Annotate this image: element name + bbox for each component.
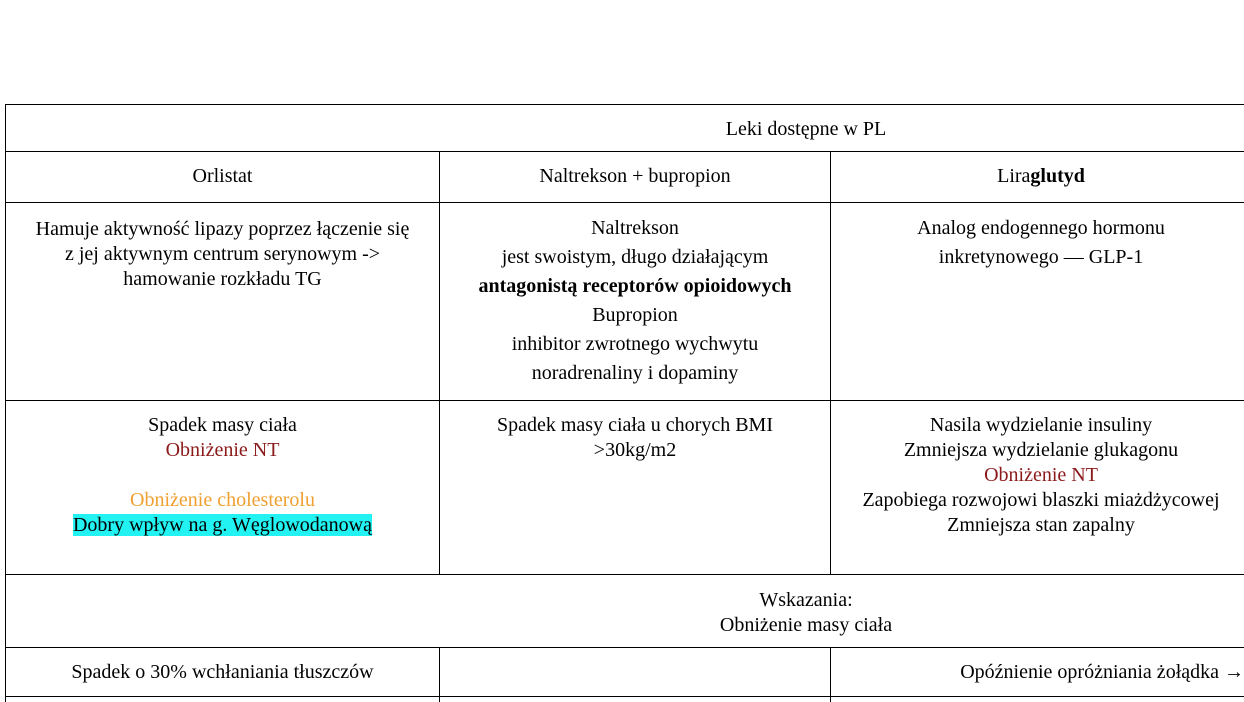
- column-header-orlistat: Orlistat: [192, 165, 253, 187]
- last-row-orlistat: Spadek o 30% wchłaniania tłuszczów: [71, 661, 374, 683]
- header-title: Leki dostępne w PL: [725, 118, 887, 140]
- table-line: [5, 647, 1244, 648]
- last-row-liraglutyd: Opóźnienie opróżniania żołądka →: [960, 661, 1244, 683]
- mechanism-naltrekson: Naltrekson jest swoistym, długo działającym antagonistą receptorów opioidowych Bupropion inhibitor zwrotnego wychwytu noradrenaliny i dopaminy: [478, 217, 792, 384]
- effects-orlistat: Spadek masy ciała Obniżenie NT Obniżenie cholesterolu Dobry wpływ na g. Węglowodanową: [72, 414, 372, 536]
- effects-naltrekson: Spadek masy ciała u chorych BMI >30kg/m2: [496, 414, 774, 461]
- mechanism-orlistat: Hamuje aktywność lipazy poprzez łączenie się z jej aktywnym centrum serynowym -> hamowanie rozkładu TG: [35, 218, 410, 290]
- column-header-liraglutyd: Liraglutyd: [997, 165, 1085, 187]
- effects-liraglutyd: Nasila wydzielanie insuliny Zmniejsza wydzielanie glukagonu Obniżenie NT Zapobiega rozwojowi blaszki miażdżycowej Zmniejsza stan zapalny: [862, 414, 1220, 536]
- table-line: [5, 400, 1244, 401]
- column-header-naltrekson: Naltrekson + bupropion: [539, 165, 731, 187]
- indications-label: Wskazania:: [759, 589, 853, 611]
- mechanism-liraglutyd: Analog endogennego hormonu inkretynowego — GLP-1: [917, 217, 1165, 268]
- column-divider: [439, 647, 440, 702]
- table-line: [5, 151, 1244, 152]
- highlighted-text: Dobry wpływ na g. Węglowodanową: [72, 514, 372, 536]
- indications-value: Obniżenie masy ciała: [719, 614, 893, 636]
- table-line: [5, 696, 1244, 697]
- table-line: [5, 574, 1244, 575]
- table-border-top: [5, 104, 1244, 105]
- table-header: [6, 117, 1244, 142]
- indications: [6, 588, 1244, 638]
- table-line: [5, 202, 1244, 203]
